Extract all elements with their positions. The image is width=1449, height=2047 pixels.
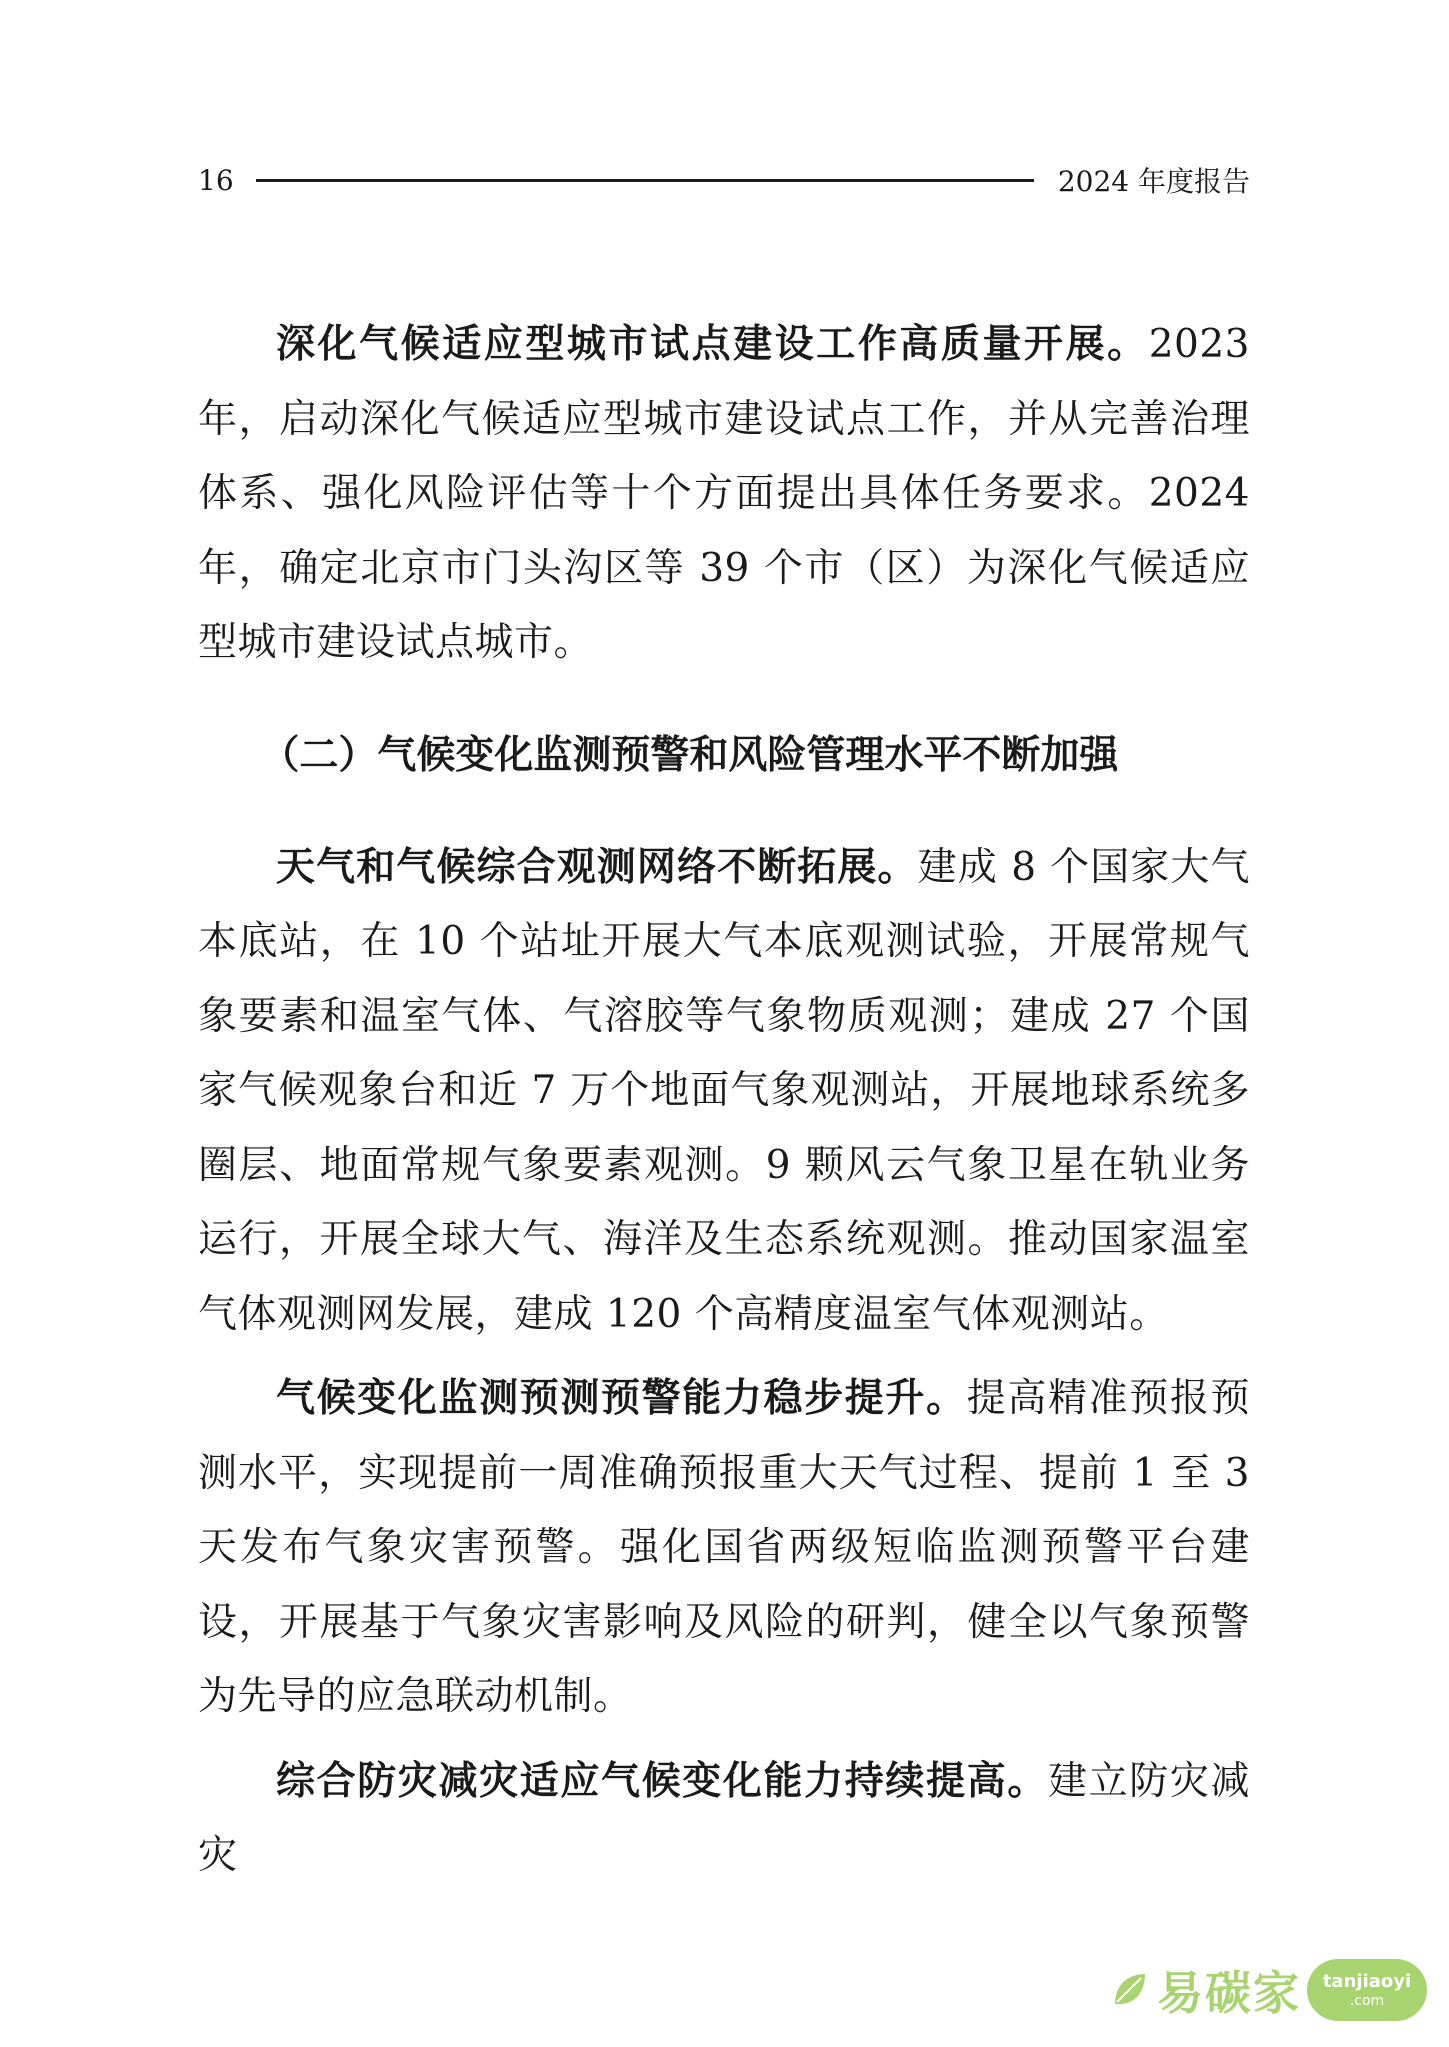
paragraph-lead: 天气和气候综合观测网络不断拓展。 [276,844,918,890]
watermark-badge [1307,1959,1427,2021]
report-title: 2024 年度报告 [1057,165,1250,198]
watermark-logo [1107,1955,1427,2025]
paragraph-disaster-reduction [198,1745,1250,1894]
paragraph-lead: 深化气候适应型城市试点建设工作高质量开展。 [276,322,1149,367]
paragraph-lead: 气候变化监测预测预警能力稳步提升。 [276,1376,967,1421]
watermark-brand: 易碳家 [1157,1966,1301,2020]
watermark-tld: .com [1349,1993,1385,2009]
paragraph-climate-city-pilot [198,308,1250,681]
page-number: 16 [198,163,234,197]
paragraph-text: 建成 8 个国家大气本底站，在 10 个站址开展大气本底观测试验，开展常规气象要素和温室气体、气溶胶等气象物质观测；建成 27 个国家气候观象台和近 7 万个地面气象观测站，开展地球系统多圈层、地面常规气象要素观测。9 颗风云气象卫星在轨业务运行，开展全球大气、海洋及生态系统观测。推动国家温室气体观测网发展，建成 120 个高精度温室气体观测站。 [198,844,1250,1337]
paragraph-observation-network [198,831,1250,1353]
page-body [198,308,1250,1894]
paragraph-lead: 综合防灾减灾适应气候变化能力持续提高。 [276,1758,1048,1804]
page-header [198,160,1250,200]
paragraph-text: 2023 年，启动深化气候适应型城市建设试点工作，并从完善治理体系、强化风险评估等十个方面提出具体任务要求。2024 年，确定北京市门头沟区等 39 个市（区）为深化气候适应型城市建设试点城市。 [198,322,1250,665]
section-heading: （二）气候变化监测预警和风险管理水平不断加强 [260,732,1119,778]
paragraph-monitoring-warning [198,1362,1250,1735]
watermark-domain: tanjiaoyi [1322,1971,1412,1992]
paragraph-text: 建立防灾减灾 [198,1758,1250,1878]
header-rule [256,179,1034,182]
paragraph-text: 提高精准预报预测水平，实现提前一周准确预报重大天气过程、提前 1 至 3 天发布气象灾害预警。强化国省两级短临监测预警平台建设，开展基于气象灾害影响及风险的研判，健全以气象预警为先导的应急联动机制。 [198,1376,1250,1719]
leaf-icon [1107,1968,1151,2012]
